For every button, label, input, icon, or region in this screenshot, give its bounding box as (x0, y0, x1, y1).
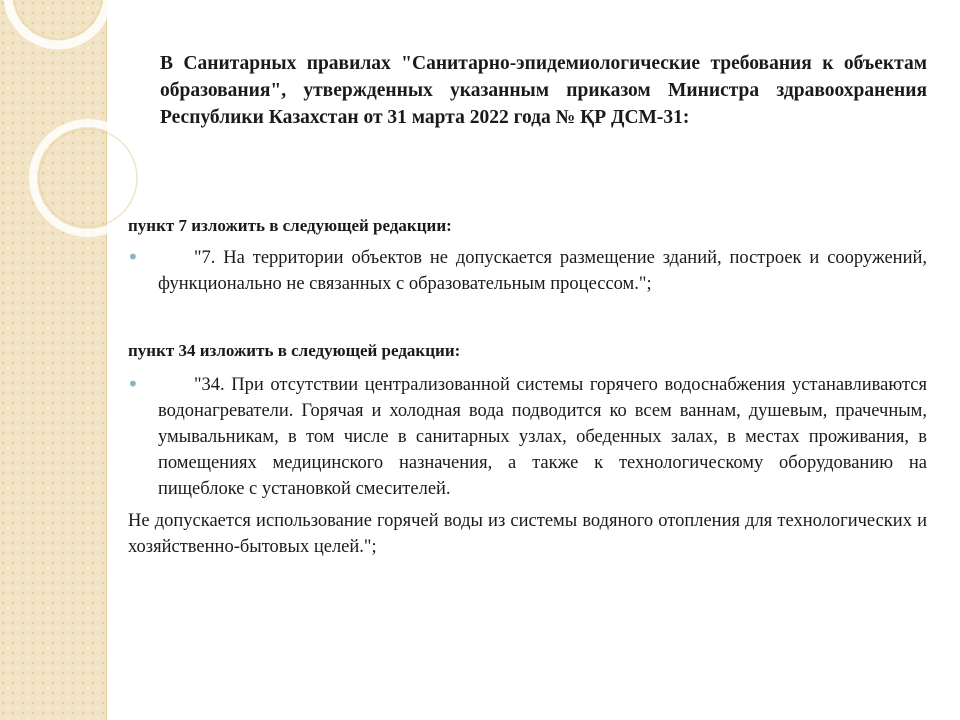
point-34-text (158, 372, 927, 502)
section-heading-point-34: пункт 34 изложить в следующей редакции: (128, 341, 461, 360)
point-7-body: "7. На территории объектов не допускается размещение зданий, построек и сооружений, функционально не связанных с образовательным процессом."; (158, 248, 927, 294)
bullet-icon: • (127, 245, 139, 269)
section-heading-point-7: пункт 7 изложить в следующей редакции: (128, 216, 452, 235)
point-34-body: "34. При отсутствии централизованной системы горячего водоснабжения устанавливаются водонагреватели. Горячая и холодная вода подводится ко всем ваннам, душевым, прачечным, умывальникам, в том числе в санитарных узлах, обеденных залах, в местах проживания, в помещениях медицинского назначения, а также к технологическому оборудованию на пищеблоке с установкой смесителей. (158, 375, 927, 499)
decorative-rings (0, 0, 140, 260)
bullet-icon: • (127, 372, 139, 396)
point-7-text (158, 245, 927, 297)
slide-title: В Санитарных правилах "Санитарно-эпидемиологические требования к объектам образования", утвержденных указанным приказом Министра здравоохранения Республики Казахстан от 31 марта 2022 года № ҚР ДСМ-31: (160, 53, 927, 128)
decorative-ring-bottom (33, 123, 143, 233)
point-34-followup-text: Не допускается использование горячей воды из системы водяного отопления для технологических и хозяйственно-бытовых целей."; (128, 511, 927, 557)
